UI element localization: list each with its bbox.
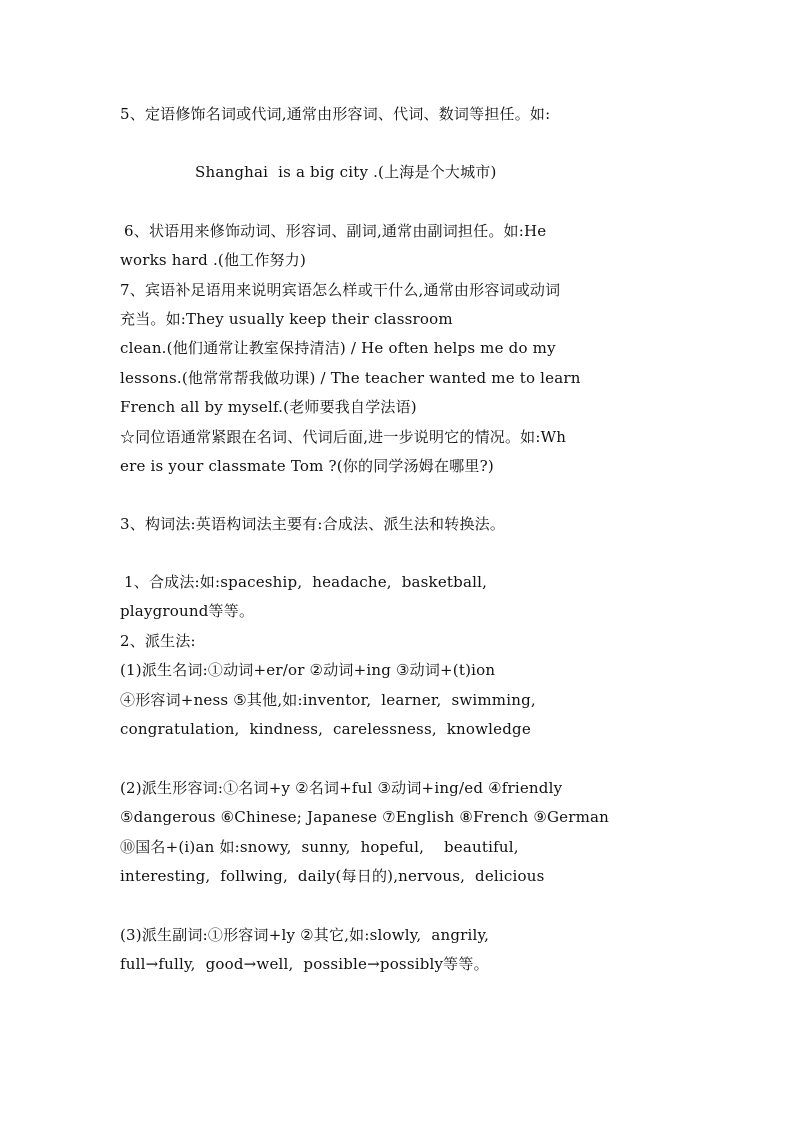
text-line-12: 3、构词法:英语构词法主要有:合成法、派生法和转换法。 — [120, 515, 506, 533]
text-line-16: (1)派生名词:①动词+er/or ②动词+ing ③动词+(t)ion — [120, 661, 496, 679]
text-line-18: congratulation, kindness, carelessness, knowledge — [120, 720, 531, 738]
text-line-23: (3)派生副词:①形容词+ly ②其它,如:slowly, angrily, — [120, 926, 490, 944]
text-line-1: 5、定语修饰名词或代词,通常由形容词、代词、数词等担任。如: — [120, 105, 551, 123]
text-line-17: ④形容词+ness ⑤其他,如:inventor, learner, swimming, — [120, 691, 536, 709]
text-line-15: 2、派生法: — [120, 632, 196, 650]
text-line-21: ⑩国名+(i)an 如:snowy, sunny, hopeful, beautiful, — [120, 838, 519, 856]
text-line-24: full→fully, good→well, possible→possibly等等。 — [120, 955, 489, 973]
text-line-2: Shanghai is a big city .(上海是个大城市) — [195, 163, 497, 181]
text-line-7: clean.(他们通常让教室保持清洁) / He often helps me do my — [120, 339, 556, 357]
text-line-5: 7、宾语补足语用来说明宾语怎么样或干什么,通常由形容词或动词 — [120, 281, 561, 299]
text-line-9: French all by myself.(老师要我自学法语) — [120, 398, 417, 416]
text-line-4: works hard .(他工作努力) — [120, 251, 307, 269]
text-line-14: playground等等。 — [120, 602, 255, 620]
text-line-11: ere is your classmate Tom ?(你的同学汤姆在哪里?) — [120, 457, 494, 475]
text-line-20: ⑤dangerous ⑥Chinese; Japanese ⑦English ⑧French ⑨German — [120, 808, 610, 826]
text-line-3: 6、状语用来修饰动词、形容词、副词,通常由副词担任。如:He — [124, 222, 547, 240]
text-line-22: interesting, follwing, daily(每日的),nervous, delicious — [120, 867, 545, 885]
text-line-13: 1、合成法:如:spaceship, headache, basketball, — [124, 573, 488, 591]
text-line-19: (2)派生形容词:①名词+y ②名词+ful ③动词+ing/ed ④friendly — [120, 779, 563, 797]
text-line-6: 充当。如:They usually keep their classroom — [120, 310, 453, 328]
text-line-8: lessons.(他常常帮我做功课) / The teacher wanted me to learn — [120, 369, 581, 387]
text-line-10: ☆同位语通常紧跟在名词、代词后面,进一步说明它的情况。如:Wh — [120, 428, 567, 446]
